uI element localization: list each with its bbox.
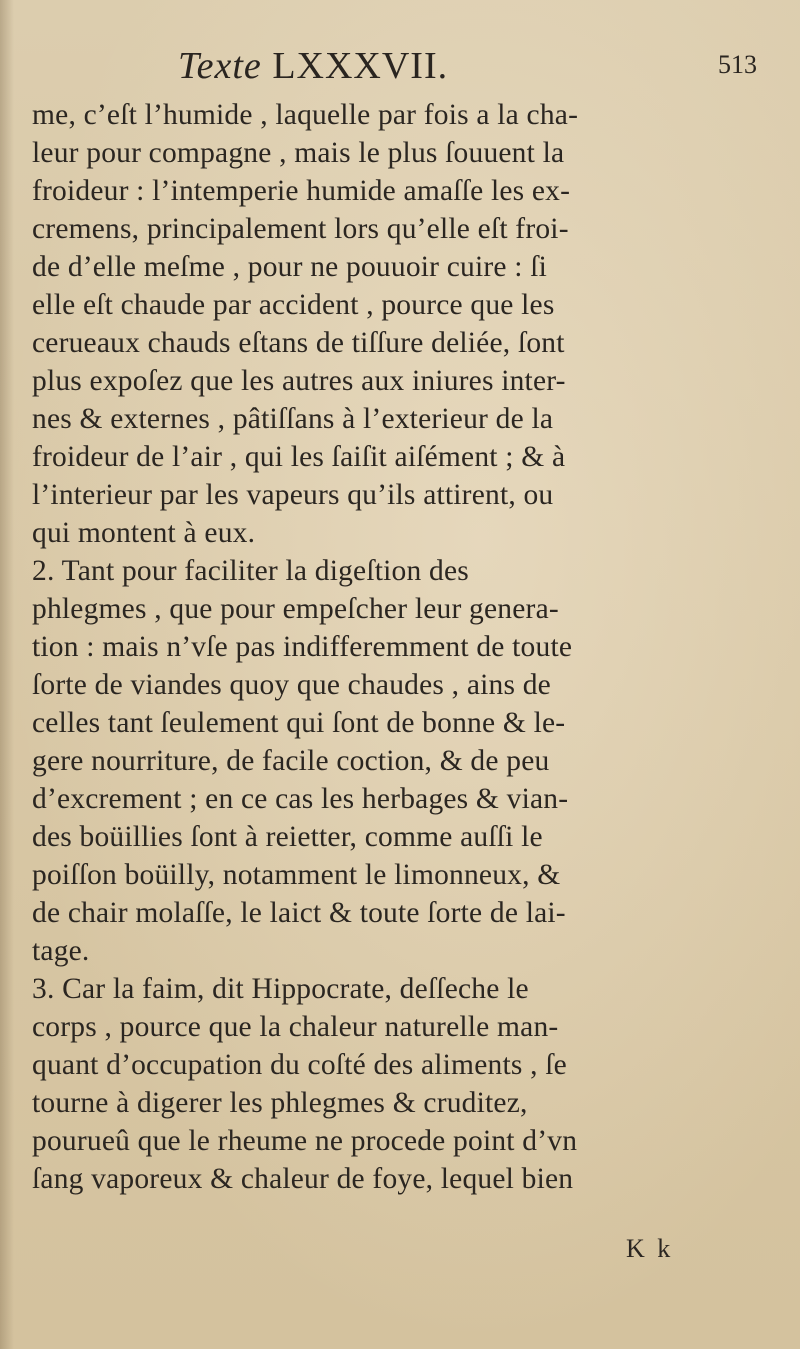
text-line: cerueaux chauds eſtans de tiſſure deliée, ſont (32, 327, 565, 359)
text-line: phlegmes , que pour empeſcher leur genera- (32, 593, 559, 625)
text-line: 2. Tant pour faciliter la digeſtion des (32, 555, 469, 587)
text-line: pourueû que le rheume ne procede point d’vn (32, 1125, 578, 1157)
text-line: elle eſt chaude par accident , pource que les (32, 289, 555, 321)
page-number: 513 (718, 50, 757, 79)
page-header (0, 36, 800, 92)
text-line: tage. (32, 935, 90, 967)
text-line: celles tant ſeulement qui ſont de bonne & le- (32, 707, 566, 739)
running-head-italic: Texte (178, 45, 262, 87)
text-line: tourne à digerer les phlegmes & cruditez, (32, 1087, 528, 1119)
running-head-numeral: LXXXVII. (272, 45, 449, 87)
text-line: leur pour compagne , mais le plus ſouuent la (32, 137, 565, 169)
text-line: nes & externes , pâtiſſans à l’exterieur de la (32, 403, 554, 435)
text-line: tion : mais n’vſe pas indifferemment de toute (32, 631, 573, 663)
text-line: quant d’occupation du coſté des aliments , ſe (32, 1049, 567, 1081)
text-line: me, c’eſt l’humide , laquelle par fois a la cha- (32, 99, 579, 131)
page-binding-shadow (0, 0, 14, 1349)
text-line: poiſſon boüilly, notamment le limonneux, & (32, 859, 561, 891)
text-line: ſang vaporeux & chaleur de foye, lequel bien (32, 1163, 574, 1195)
text-line: l’interieur par les vapeurs qu’ils attirent, ou (32, 479, 554, 511)
text-line: plus expoſez que les autres aux iniures inter- (32, 365, 566, 397)
text-line: froideur de l’air , qui les ſaiſit aiſément ; & à (32, 441, 566, 473)
text-line: de chair molaſſe, le laict & toute ſorte de lai- (32, 897, 566, 929)
text-line: des boüillies ſont à reietter, comme auſſi le (32, 821, 543, 853)
text-line: gere nourriture, de facile coction, & de peu (32, 745, 550, 777)
text-line: ſorte de viandes quoy que chaudes , ains de (32, 669, 551, 701)
body-text (32, 96, 792, 1198)
text-line: corps , pource que la chaleur naturelle man- (32, 1011, 559, 1043)
running-head (178, 44, 448, 88)
text-line: d’excrement ; en ce cas les herbages & vian- (32, 783, 569, 815)
text-line: de d’elle meſme , pour ne pouuoir cuire : ſi (32, 251, 548, 283)
text-line: qui montent à eux. (32, 517, 256, 549)
signature-mark: K k (626, 1234, 674, 1263)
text-line: froideur : l’intemperie humide amaſſe les ex- (32, 175, 571, 207)
text-line: cremens, principalement lors qu’elle eſt froi- (32, 213, 569, 245)
text-line: 3. Car la faim, dit Hippocrate, deſſeche le (32, 973, 529, 1005)
